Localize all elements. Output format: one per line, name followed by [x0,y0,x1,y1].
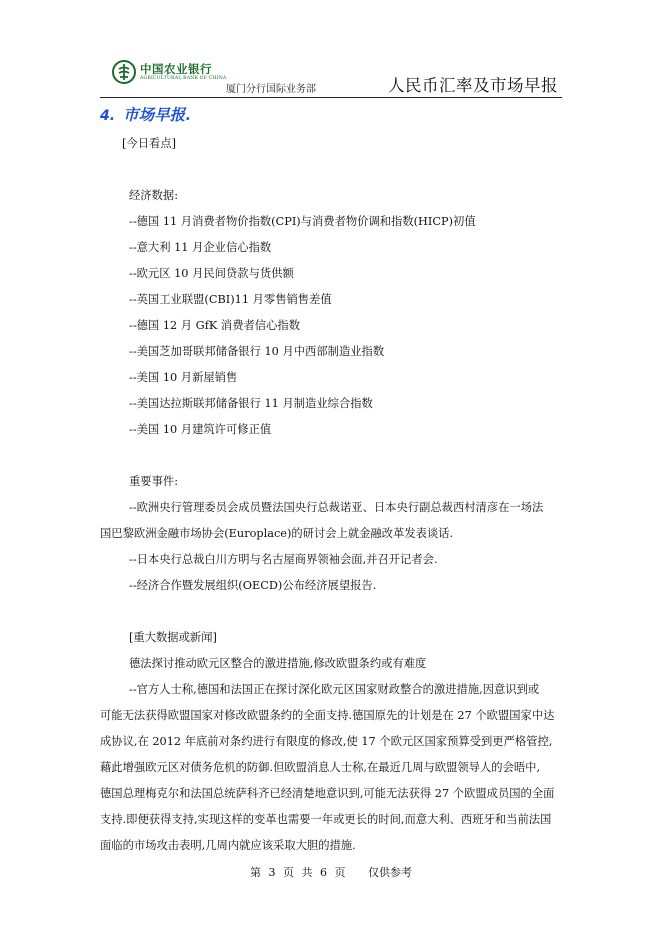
news-line: 可能无法获得欧盟国家对修改欧盟条约的全面支持.德国原先的计划是在 27 个欧盟国家中达 [100,709,555,722]
news-headline: 德法探讨推动欧元区整合的激进措施,修改欧盟条约或有难度 [129,657,427,670]
list-item: --德国 11 月消费者物价指数(CPI)与消费者物价调和指数(HICP)初值 [129,215,476,228]
section-title: 市场早报. [123,105,191,124]
page-footer [0,864,662,880]
list-item: --英国工业联盟(CBI)11 月零售销售差值 [129,293,332,306]
spacer [100,443,562,469]
spacer [100,599,562,625]
major-news-label: [重大数据或新闻] [129,631,217,644]
department-name: 厦门分行国际业务部 [226,84,316,95]
logo-english-name: AGRICULTURAL BANK OF CHINA [140,76,227,81]
logo-chinese-name: 中国农业银行 [140,62,212,76]
news-line: 藉此增强欧元区对债务危机的防御.但欧盟消息人士称,在最近几周与欧盟领导人的会晤中, [100,761,541,774]
list-item: --美国达拉斯联邦储备银行 11 月制造业综合指数 [129,397,373,410]
event-item-1-line-1: --欧洲央行管理委员会成员暨法国央行总裁诺亚、日本央行副总裁西村清彦在一场法 [129,501,544,514]
list-item: --美国 10 月新屋销售 [129,371,238,384]
header-divider [100,97,562,98]
list-item: --美国 10 月建筑许可修正值 [129,423,272,436]
list-item: --欧元区 10 月民间贷款与货供额 [129,267,294,280]
news-line: 德国总理梅克尔和法国总统萨科齐已经清楚地意识到,可能无法获得 27 个欧盟成员国的全面 [100,787,555,800]
page-header [100,52,562,98]
event-item-3: --经济合作暨发展组织(OECD)公布经济展望报告. [129,579,377,592]
event-item-2: --日本央行总裁白川方明与名古屋商界领袖会面,并召开记者会. [129,553,438,566]
footer-note: 仅供参考 [367,866,412,879]
section-number: 4. [100,108,116,124]
events-title: 重要事件: [129,475,178,488]
abc-logo-icon [112,60,136,84]
report-title: 人民币汇率及市场早报 [388,76,558,95]
page-number: 第 3 页 共 6 页 [250,866,346,879]
section-heading [100,103,562,127]
list-item: --德国 12 月 GfK 消费者信心指数 [129,319,300,332]
event-item-1-line-2: 国巴黎欧洲金融市场协会(Europlace)的研讨会上就金融改革发表谈话. [100,527,454,540]
today-highlights-label: [今日看点] [122,137,177,150]
news-line: --官方人士称,德国和法国正在探讨深化欧元区国家财政整合的激进措施,因意识到或 [129,683,540,696]
news-paragraph [100,677,562,859]
news-line: 面临的市场攻击表明,几周内就应该采取大胆的措施. [100,839,356,852]
news-line: 支持.即便获得支持,实现这样的变革也需要一年或更长的时间,而意大利、西班牙和当前法国 [100,813,552,826]
economic-data-title: 经济数据: [129,189,178,202]
news-line: 成协议,在 2012 年底前对条约进行有限度的修改,使 17 个欧元区国家预算受到更严格管控, [100,735,553,748]
document-body [100,103,562,859]
spacer [100,157,562,183]
list-item: --美国芝加哥联邦储备银行 10 月中西部制造业指数 [129,345,385,358]
economic-data-list [100,209,562,443]
bank-logo [112,58,242,88]
list-item: --意大利 11 月企业信心指数 [129,241,272,254]
